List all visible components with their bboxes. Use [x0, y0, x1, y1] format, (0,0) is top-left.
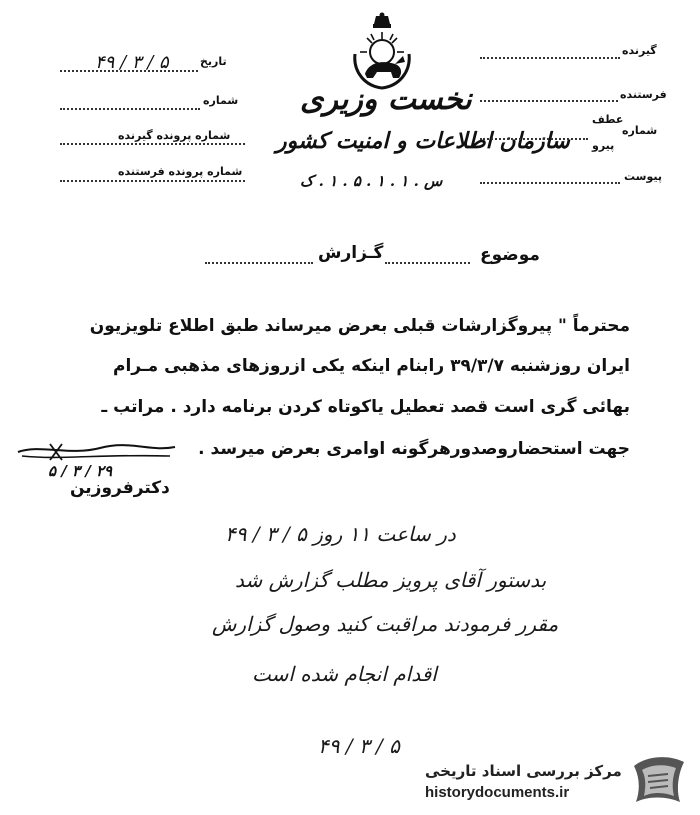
- watermark-url: historydocuments.ir: [425, 784, 570, 801]
- attachment-dotted-line: [480, 182, 620, 184]
- sender-dotted-line: [480, 100, 618, 102]
- handwritten-note-line: در ساعت ۱۱ روز ۵ / ۳ / ۴۹: [225, 522, 456, 546]
- body-line: بهائی گری است قصد تعطیل یاکوتاه کردن برنامه دارد . مراتب ـ: [101, 397, 630, 417]
- signature-name: دکترفروزین: [70, 478, 170, 498]
- sender-file-dotted-line: [60, 180, 245, 182]
- sender-file-label: شماره پرونده فرستنده: [118, 165, 243, 178]
- recipient-file-dotted-line: [60, 143, 245, 145]
- subject-value: گـزارش: [318, 243, 384, 263]
- number-label-right: شماره: [622, 124, 658, 137]
- date-value: ۵ / ۳ / ۴۹: [95, 52, 169, 73]
- body-line: محترماً " پیروگزارشات قبلی بعرض میرساند طبق اطلاع تلویزیون: [89, 316, 630, 336]
- org-title-secondary: سازمان اطلاعات و امنیت کشور: [276, 128, 570, 154]
- handwritten-note-line: بدستور آقای پرویز مطلب گزارش شد: [235, 568, 547, 592]
- date-label: تاریخ: [200, 55, 227, 68]
- ref-label: عطف: [592, 113, 624, 126]
- signature-date: ۲۹ / ۳ / ۵: [48, 462, 113, 480]
- recipient-dotted-line: [480, 57, 620, 59]
- org-code: س . ۱ . ۱ . ۵ . ۱ . ک: [300, 172, 443, 190]
- recipient-file-label: شماره پرونده گیرنده: [118, 129, 231, 142]
- number-dotted-line-right: [480, 138, 588, 140]
- number-label-left: شماره: [203, 94, 239, 107]
- attachment-label: پیوست: [624, 170, 662, 183]
- handwritten-note-line: مقرر فرمودند مراقبت کنید وصول گزارش: [212, 612, 559, 636]
- body-line: جهت استحضاروصدورهرگونه اوامری بعرض میرسد .: [198, 439, 630, 459]
- subject-dotted-line-left: [205, 262, 313, 264]
- date-dotted-line: [60, 70, 198, 72]
- watermark-title: مرکز بررسی اسناد تاریخی: [425, 762, 622, 780]
- body-line: ایران روزشنبه ۳۹/۳/۷ رابنام اینکه یکی ازروزهای مذهبی مـرام: [112, 356, 630, 376]
- archive-logo-icon: [628, 752, 690, 808]
- lion-and-sun-emblem-icon: [343, 12, 421, 92]
- org-title-primary: نخست وزیری: [300, 82, 472, 117]
- subject-label: موضوع: [480, 245, 540, 265]
- handwritten-note-date: ۵ / ۳ / ۴۹: [318, 734, 400, 758]
- recipient-label: گیرنده: [622, 44, 657, 57]
- sender-label: فرستنده: [620, 88, 667, 101]
- follow-label: پیرو: [592, 139, 615, 152]
- handwritten-note-line: اقدام انجام شده است: [252, 662, 437, 686]
- number-dotted-line-left: [60, 108, 200, 110]
- subject-dotted-line-right: [385, 262, 470, 264]
